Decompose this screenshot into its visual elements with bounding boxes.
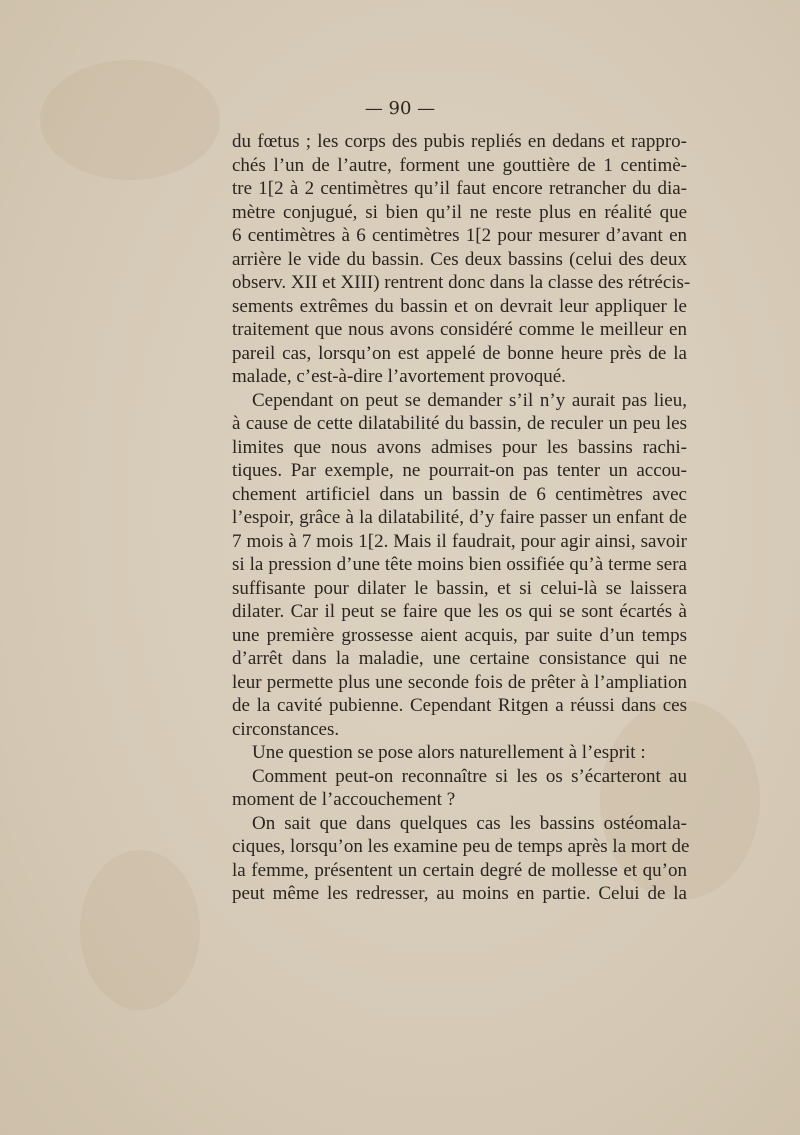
text-line: traitement que nous avons considéré comme le meilleur en [232,319,687,340]
text-line: arrière le vide du bassin. Ces deux bassins (celui des deux [232,248,687,270]
text-line: dilater. Car il peut se faire que les os qui se sont écartés à [232,601,687,622]
text-line: peut même les redresser, au moins en partie. Celui de la [232,883,687,904]
text-line: 7 mois à 7 mois 1[2. Mais il faudrait, pour agir ainsi, savoir [232,530,687,552]
text-line: On sait que dans quelques cas les bassins ostéomala- [252,812,687,834]
text-line: mètre conjugué, si bien qu’il ne reste plus en réalité que [232,201,687,223]
text-line: limites que nous avons admises pour les bassins rachi- [232,436,687,458]
text-line: suffisante pour dilater le bassin, et si celui-là se laissera [232,577,687,599]
text-line: sements extrêmes du bassin et on devrait leur appliquer le [232,295,687,317]
paper-stain [40,60,220,180]
text-line: du fœtus ; les corps des pubis repliés en dedans et rappro- [232,131,687,152]
text-line: tiques. Par exemple, ne pourrait-on pas tenter un accou- [232,460,687,481]
text-line: chement artificiel dans un bassin de 6 centimètres avec [232,483,687,505]
text-line: malade, c’est-à-dire l’avortement provoqué. [232,366,566,387]
text-line: observ. XII et XIII) rentrent donc dans la classe des rétrécis- [232,272,691,293]
text-line: d’arrêt dans la maladie, une certaine consistance qui ne [232,648,687,669]
text-line: Une question se pose alors naturellement à l’esprit : [252,742,646,763]
text-line: une première grossesse aient acquis, par suite d’un temps [232,624,687,646]
text-line: ciques, lorsqu’on les examine peu de temps après la mort de [232,836,690,857]
text-line: pareil cas, lorsqu’on est appelé de bonne heure près de la [232,342,687,364]
text-line: 6 centimètres à 6 centimètres 1[2 pour mesurer d’avant en [232,225,687,246]
paper-stain [80,850,200,1010]
text-line: circonstances. [232,718,340,740]
text-line: chés l’un de l’autre, forment une gouttière de 1 centimè- [232,154,687,176]
text-line: Cependant on peut se demander s’il n’y aurait pas lieu, [252,389,687,411]
text-line: de la cavité pubienne. Cependant Ritgen a réussi dans ces [232,695,687,716]
text-line: à cause de cette dilatabilité du bassin, de reculer un peu les [232,413,687,434]
text-line: moment de l’accouchement ? [232,789,456,810]
text-line: si la pression d’une tête moins bien ossifiée qu’à terme sera [232,554,687,575]
text-line: l’espoir, grâce à la dilatabilité, d’y faire passer un enfant de [232,507,687,528]
page-number: — 90 — [364,98,436,119]
text-line: tre 1[2 à 2 centimètres qu’il faut encore retrancher du dia- [232,178,687,199]
text-line: la femme, présentent un certain degré de mollesse et qu’on [232,859,687,881]
text-line: leur permette plus une seconde fois de prêter à l’ampliation [232,671,687,693]
body-text [232,130,691,906]
text-line: Comment peut-on reconnaître si les os s’écarteront au [252,765,687,787]
